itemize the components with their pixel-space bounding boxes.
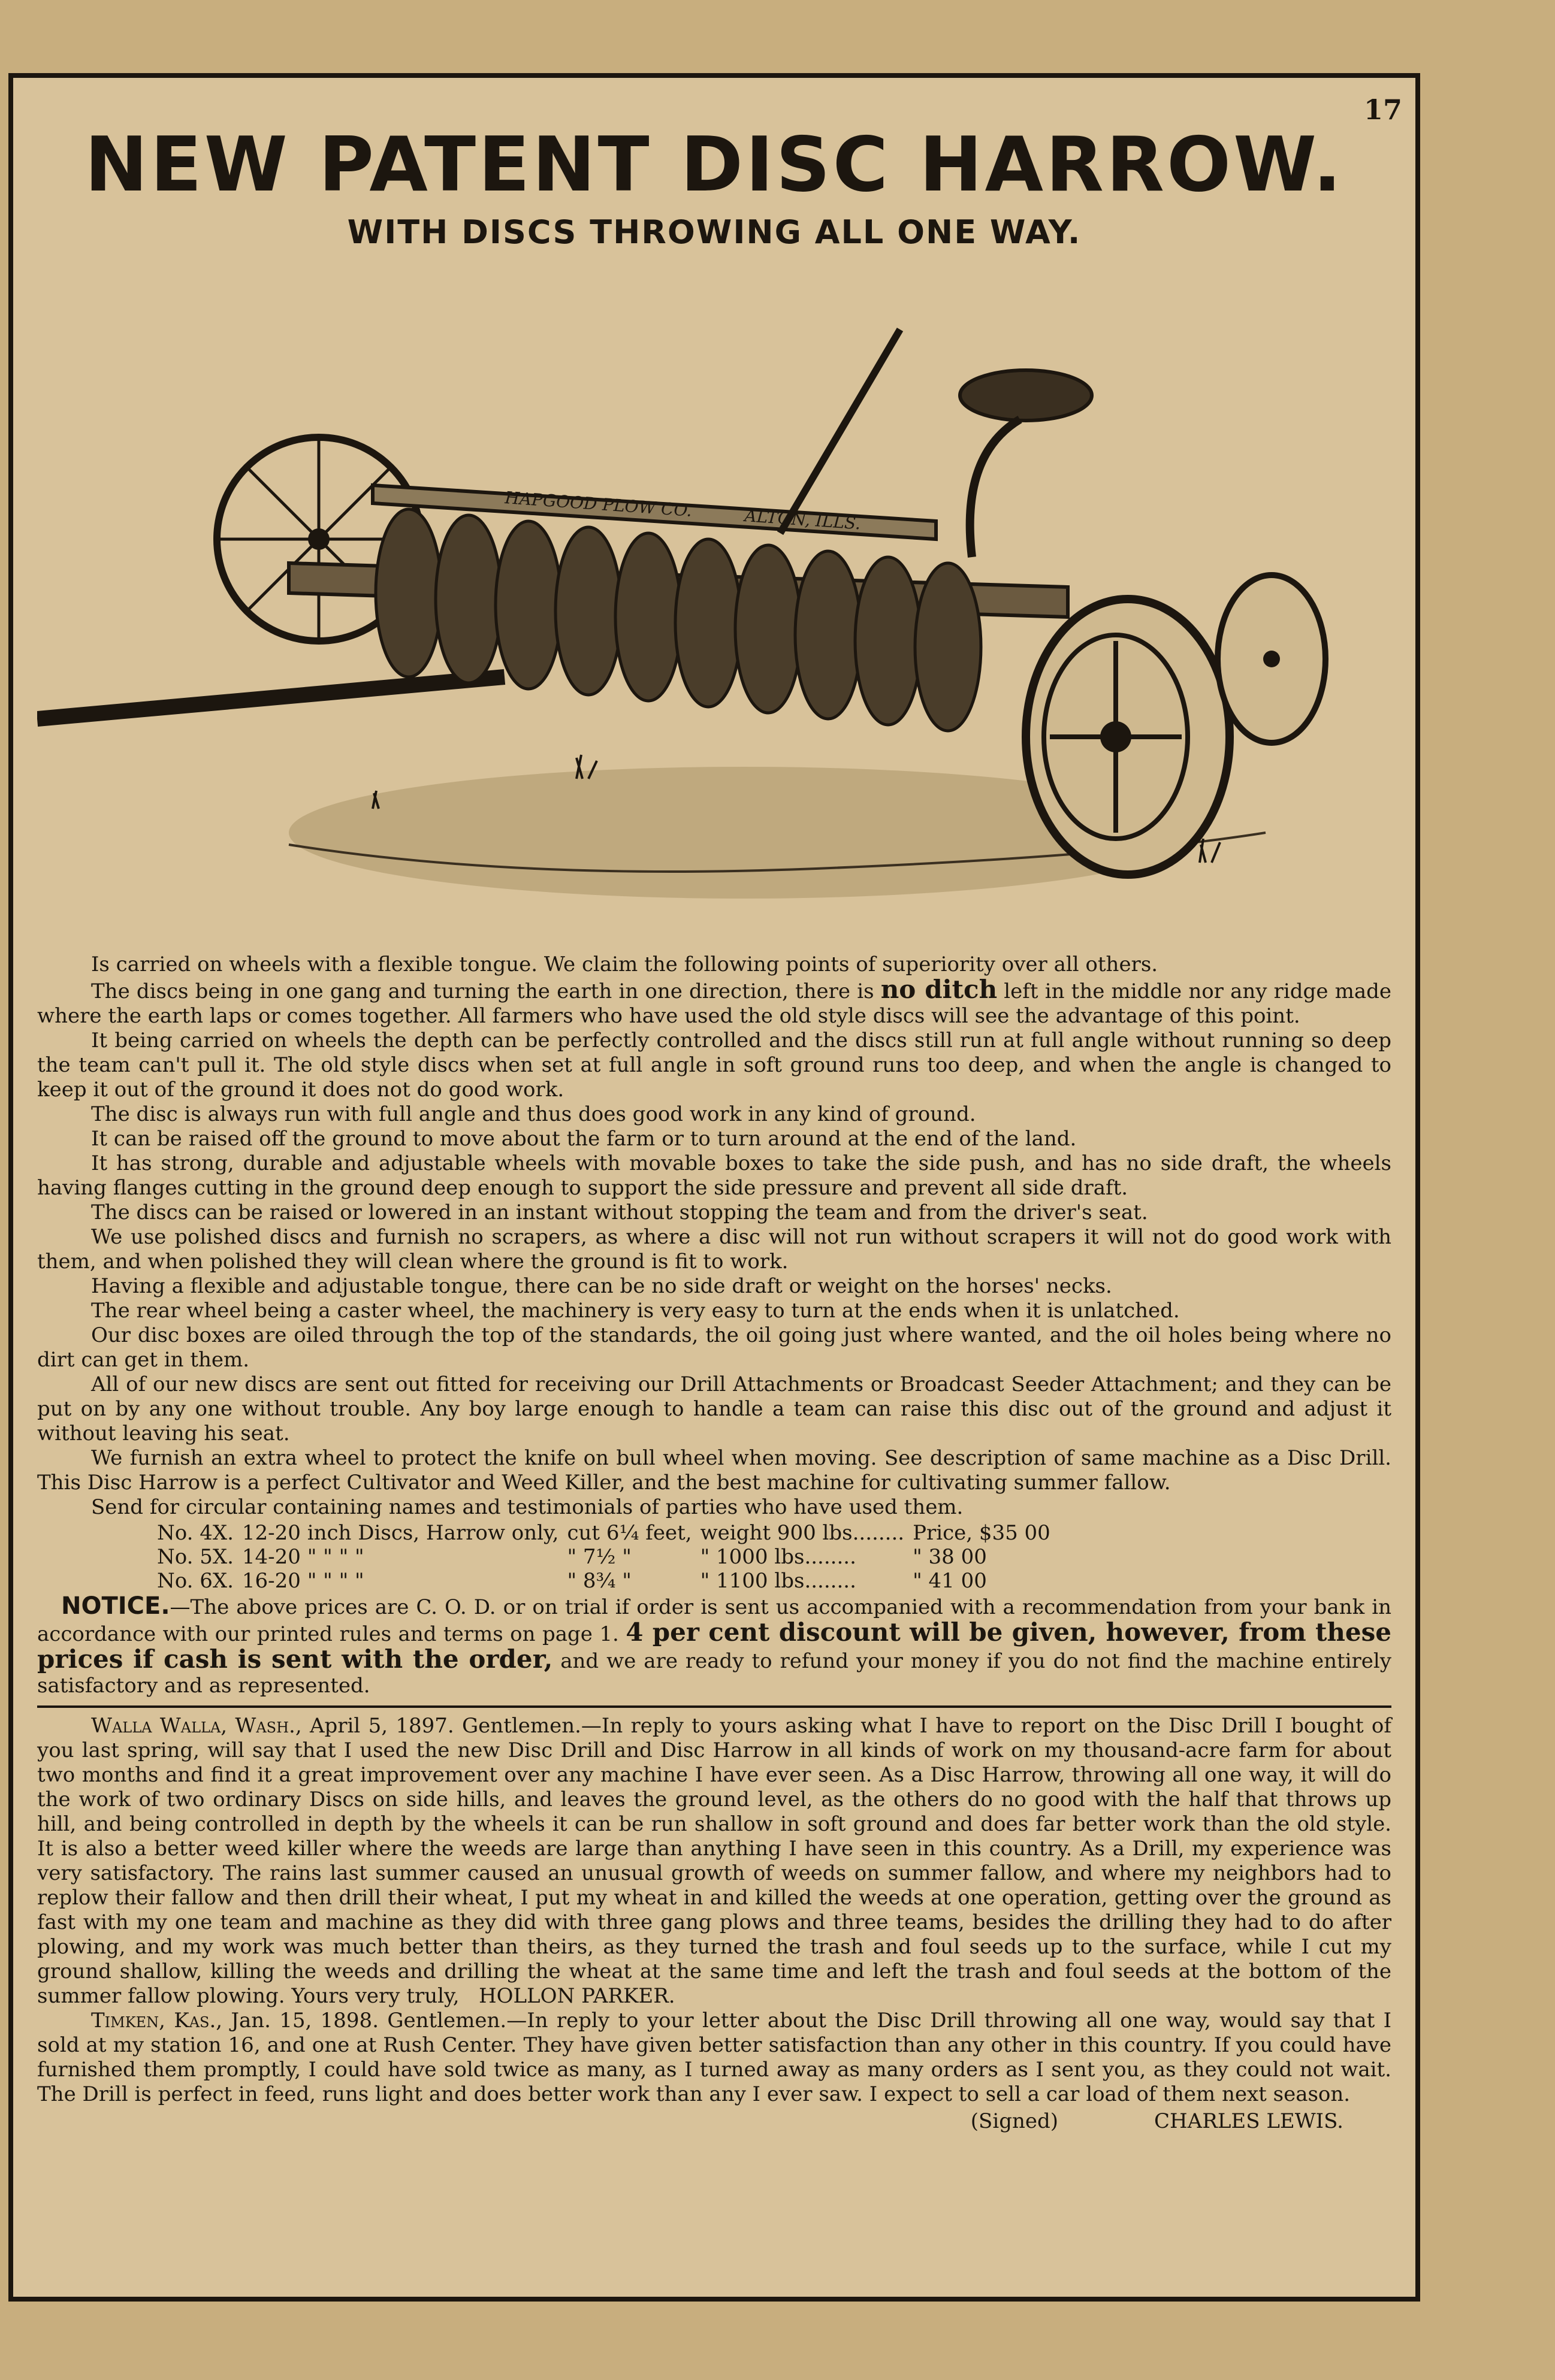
notice-label: NOTICE. <box>61 1592 170 1620</box>
description-paragraph: The disc is always run with full angle and thus does good work in any kind of ground. <box>91 1102 976 1126</box>
price-row: No. 4X. 12-20 inch Discs, Harrow only, cut 6¼ feet, weight 900 lbs........ Price, $35 00 <box>157 1521 1050 1545</box>
description-paragraph: Send for circular containing names and testimonials of parties who have used them. <box>91 1495 964 1519</box>
testimonial-lewis: Timken, Kas., Jan. 15, 1898. Gentlemen.—In reply to your letter about the Disc Drill throwing all one way, would say that I sold at my station 16, and one at Rush Center. They have given better satisfaction than any other in this country. If you could have furnished them promptly, I could have sold twice as many, as I turned away as many orders as I sent you, as they could not wait. The Drill is perfect in feed, runs light and does better work than any I ever saw. I expect to sell a car load of them next season. (Signed) CHARLES LEWIS. <box>37 2009 1392 2133</box>
frame-text-2: ALTON, ILLS. <box>744 506 862 534</box>
notice-paragraph: NOTICE.—The above prices are C. O. D. or on trial if order is sent us accompanied with a recommendation from your bank in accordance with our printed rules and terms on page 1. 4 per cent discount will be given, however, from these prices if cash is sent with the order, and we are ready to refund your money if you do not find the machine entirely satisfactory and as represented. <box>37 1592 1392 1698</box>
description-paragraph: The discs can be raised or lowered in an instant without stopping the team and from the driver's seat. <box>91 1200 1148 1224</box>
front-wheel <box>1026 599 1230 875</box>
testimonial-place: Timken, Kas. <box>91 2009 216 2033</box>
testimonial-place: Walla Walla, Wash. <box>91 1714 295 1738</box>
headline: NEW PATENT DISC HARROW. <box>84 120 1344 208</box>
description-paragraph: We use polished discs and furnish no scrapers, as where a disc will not run without scrapers it will not do good work with them, and when polished they will clean where the ground is fit to work. <box>37 1225 1391 1274</box>
description-paragraph: The rear wheel being a caster wheel, the machinery is very easy to turn at the ends when it is unlatched. <box>91 1299 1180 1323</box>
signed-label: (Signed) <box>970 2109 1059 2133</box>
price-row: No. 5X. 14-20 " " " " " 7½ " " 1000 lbs........ " 38 00 <box>157 1545 987 1569</box>
caster-wheel <box>1218 575 1325 743</box>
body-text <box>37 952 1391 2134</box>
frame-text-1: HAPGOOD PLOW CO. <box>504 488 693 521</box>
description-paragraph: Is carried on wheels with a flexible tongue. We claim the following points of superiority over all others. <box>91 952 1158 976</box>
divider <box>37 1705 1391 1708</box>
description-paragraph: Having a flexible and adjustable tongue, there can be no side draft or weight on the horses' necks. <box>91 1274 1112 1298</box>
description-paragraph: We furnish an extra wheel to protect the knife on bull wheel when moving. See description of same machine as a Disc Drill. This Disc Harrow is a perfect Cultivator and Weed Killer, and the best machine for cultivating summer fallow. <box>37 1446 1391 1495</box>
description-paragraph: All of our new discs are sent out fitted for receiving our Drill Attachments or Broadcast Seeder Attachment; and they can be put on by any one without trouble. Any boy large enough to handle a team can raise this disc out of the ground and adjust it without leaving his seat. <box>37 1372 1391 1445</box>
testimonial-signature: CHARLES LEWIS. <box>1154 2109 1343 2133</box>
page-number: 17 <box>1363 93 1402 126</box>
price-row: No. 6X. 16-20 " " " " " 8¾ " " 1100 lbs........ " 41 00 <box>157 1569 987 1593</box>
testimonial-parker: Walla Walla, Wash., April 5, 1897. Gentlemen.—In reply to yours asking what I have to report on the Disc Drill I bought of you last spring, will say that I used the new Disc Drill and Disc Harrow in all kinds of work on my thousand-acre farm for about two months and find it a great improvement over any machine I have ever seen. As a Disc Harrow, throwing all one way, it will do the work of two ordinary Discs on side hills, and leaves the ground level, as the others do no good with the half that throws up hill, and being controlled in depth by the wheels it can be run shallow in soft ground and does far better work than the old style. It is also a better weed killer where the weeds are large than anything I have seen in this country. As a Drill, my experience was very satisfactory. The rains last summer caused an unusual growth of weeds on summer fallow, and where my neighbors had to replow their fallow and then drill their wheat, I put my wheat in and killed the weeds at one operation, getting over the ground as fast with my one team and machine as they did with three gang plows and three teams, besides the drilling they had to do after plowing, and my work was much better than theirs, as they turned the trash and foul seeds up to the surface, while I cut my ground shallow, killing the weeds and drilling the wheat at the same time and left the trash and foul seeds at the bottom of the summer fallow plowing. Yours very truly, HOLLON PARKER. <box>37 1714 1391 2008</box>
disc-gang <box>376 509 981 731</box>
description-paragraph: It has strong, durable and adjustable wheels with movable boxes to take the side push, and has no side draft, the wheels having flanges cutting in the ground deep enough to support the side pressure and prevent all side draft. <box>37 1151 1391 1200</box>
discount-offer: 4 per cent discount will be given, however, from these prices if cash is sent with the order, <box>37 1617 1392 1674</box>
driver-seat <box>960 370 1092 557</box>
no-ditch-paragraph: The discs being in one gang and turning the earth in one direction, there is no ditch left in the middle nor any ridge made where the earth laps or comes together. All farmers who have used the old style discs will see the advantage of this point. <box>37 975 1392 1028</box>
catalog-page <box>8 73 1420 2302</box>
testimonial-signature: HOLLON PARKER. <box>478 1984 675 2008</box>
price-table <box>157 1521 1059 1593</box>
disc-harrow-illustration <box>37 306 1403 940</box>
description-paragraph: It being carried on wheels the depth can be perfectly controlled and the discs still run at full angle without running so deep the team can't pull it. The old style discs when set at full angle in soft ground runs too deep, and when the angle is changed to keep it out of the ground it does not do good work. <box>37 1029 1391 1102</box>
description-paragraph: It can be raised off the ground to move about the farm or to turn around at the end of the land. <box>91 1127 1077 1151</box>
no-ditch-emphasis: no ditch <box>880 975 998 1004</box>
subheadline: WITH DISCS THROWING ALL ONE WAY. <box>347 213 1082 251</box>
description-paragraph: Our disc boxes are oiled through the top of the standards, the oil going just where wanted, and the oil holes being where no dirt can get in them. <box>37 1323 1391 1372</box>
